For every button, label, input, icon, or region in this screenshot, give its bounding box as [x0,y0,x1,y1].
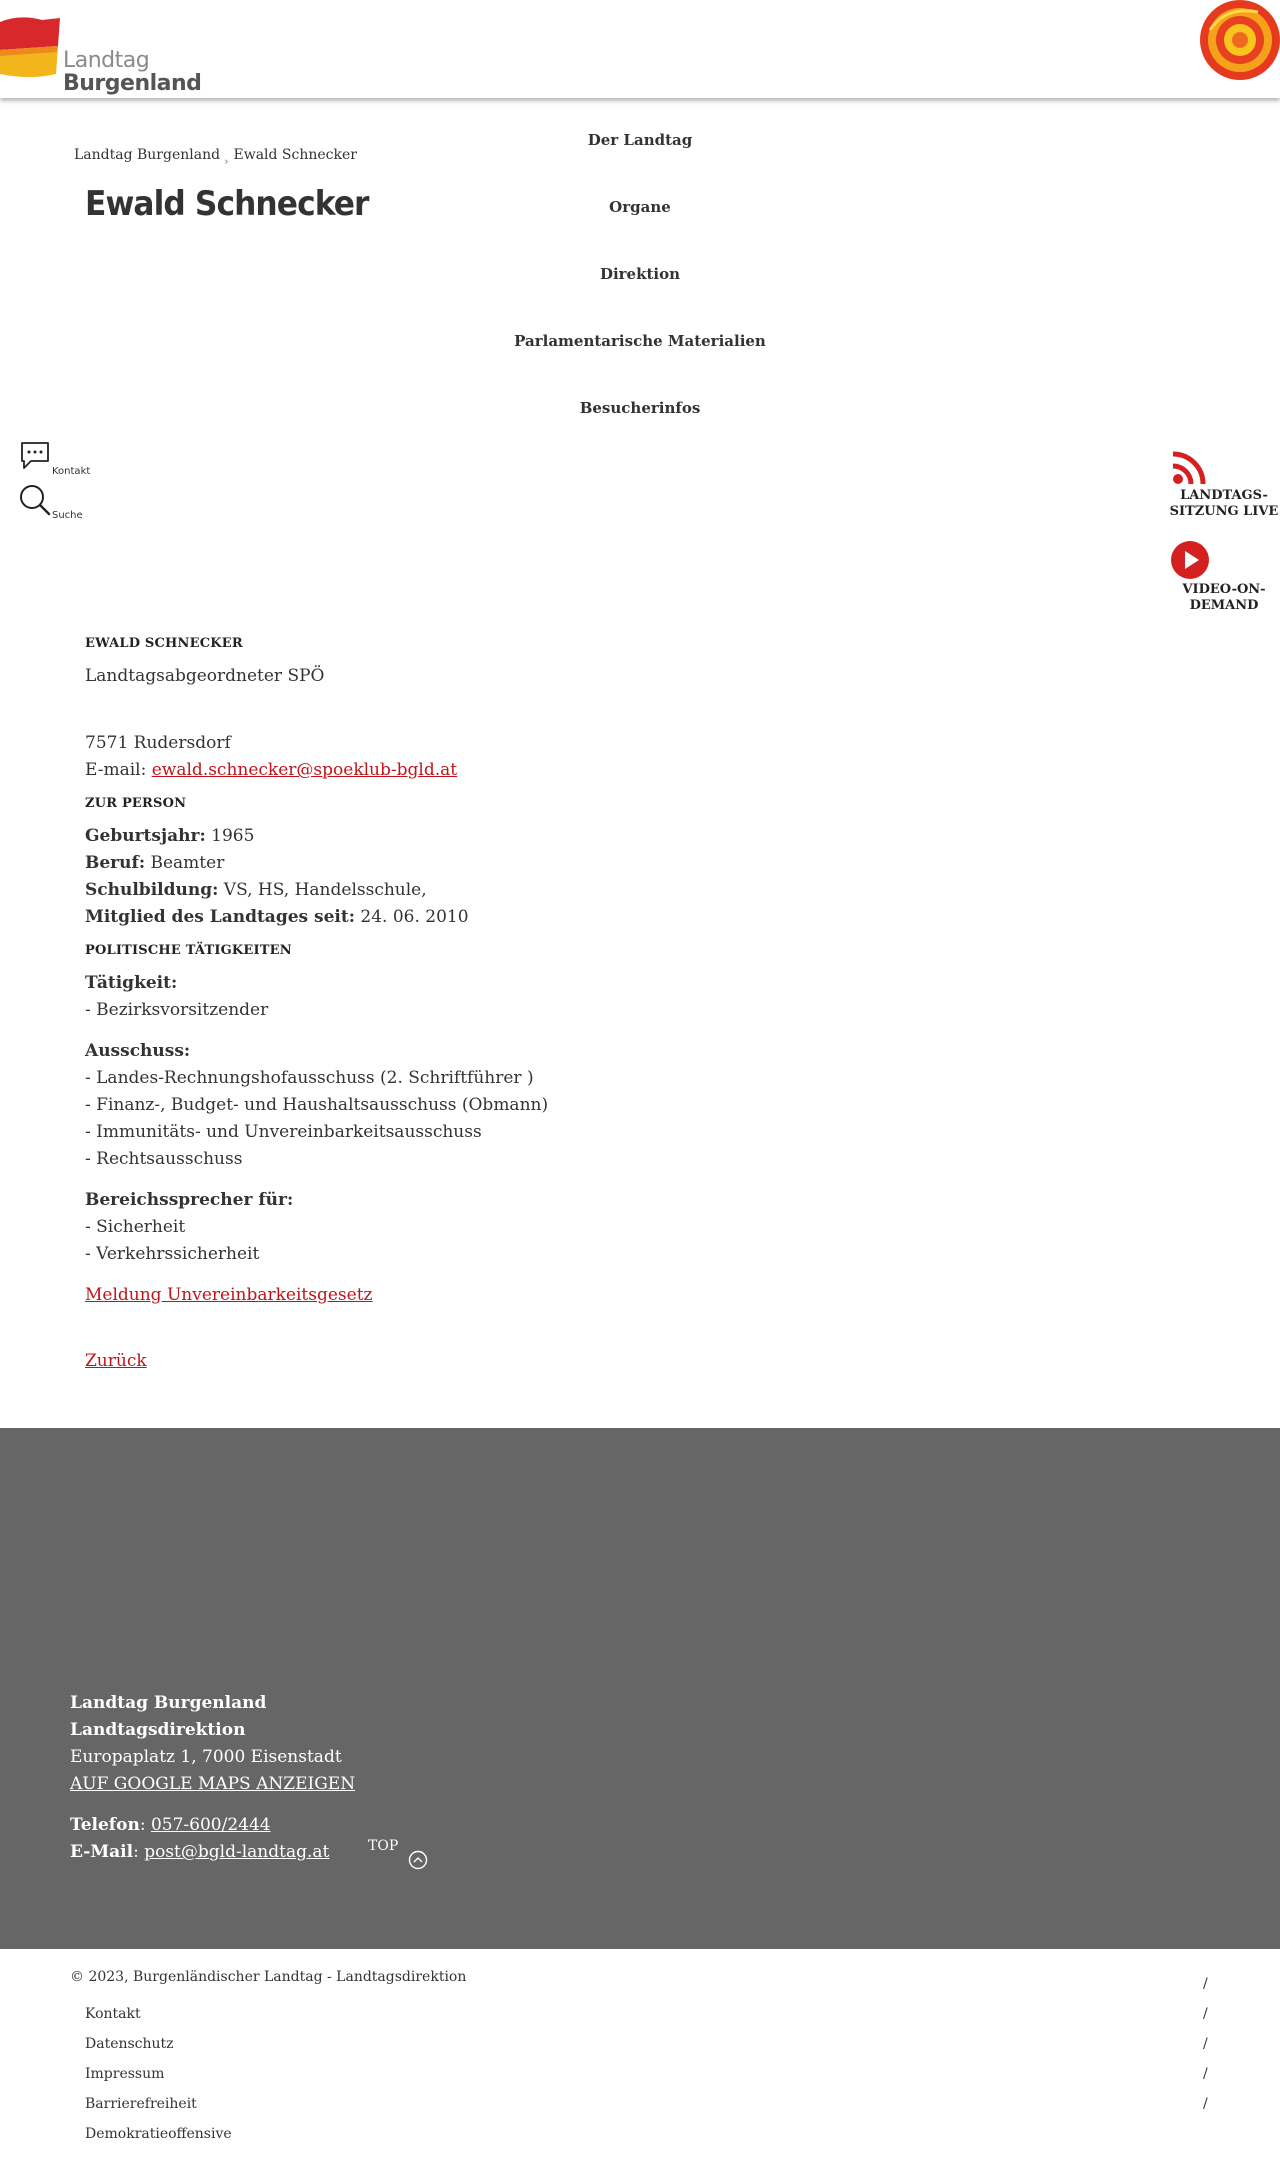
copyright: © 2023, Burgenländischer Landtag - Landtagsdirektion [70,1969,467,1985]
committee-label: Ausschuss: [85,1041,191,1061]
sun-logo-icon[interactable] [1196,0,1280,82]
nav-item-parlamentarische-materialien[interactable]: Parlamentarische Materialien [514,332,766,350]
nav-item-besucherinfos[interactable]: Besucherinfos [579,399,701,417]
birth-label: Geburtsjahr: [85,826,206,846]
bottom-link-barrierefreiheit[interactable]: Barrierefreiheit [85,2096,197,2112]
profile-name-heading: EWALD SCHNECKER [85,636,243,651]
phone-link[interactable]: 057-600/2444 [150,1815,271,1835]
logo-text-landtag: Landtag [63,48,150,73]
video-on-demand-link[interactable] [1168,540,1280,614]
committee-item: - Immunitäts- und Unvereinbarkeitsausschuss [85,1122,482,1142]
footer-address: Europaplatz 1, 7000 Eisenstadt [70,1747,342,1767]
landtag-logo[interactable] [0,14,202,96]
main-nav [440,128,840,463]
profile-email-row [85,757,885,784]
breadcrumb-home[interactable]: Landtag Burgenland [74,147,221,163]
live-session-line1: LANDTAGS- [1180,488,1268,503]
person-heading: ZUR PERSON [85,796,187,811]
committee-item: - Landes-Rechnungshofausschuss (2. Schriftführer ) [85,1068,534,1088]
rss-icon [1171,448,1211,486]
breadcrumb-separator: › [224,155,229,168]
google-maps-link[interactable]: AUF GOOGLE MAPS ANZEIGEN [70,1774,356,1794]
footer-org1: Landtag Burgenland [70,1693,267,1713]
job-label: Beruf: [85,853,146,873]
footer-phone-row [70,1812,355,1839]
school-label: Schulbildung: [85,880,219,900]
profile-content [85,630,885,1375]
vod-line1: VIDEO-ON- [1182,582,1266,597]
site-footer [0,1428,1280,1949]
link-separators [1203,1969,1208,2119]
politics-heading: POLITISCHE TÄTIGKEITEN [85,943,292,958]
spokes-item: - Sicherheit [85,1217,186,1237]
separator-slash: / [1203,2066,1208,2082]
breadcrumb [74,147,357,168]
bottom-bar [0,1949,1280,2161]
bottom-link-demokratieoffensive[interactable]: Demokratieoffensive [85,2126,232,2142]
top-label: TOP [368,1838,399,1854]
mail-label: E-Mail [70,1842,134,1862]
nav-item-direktion[interactable]: Direktion [599,265,681,283]
live-session-line2: SITZUNG LIVE [1169,504,1279,519]
play-icon [1170,540,1210,580]
footer-mail-row [70,1839,355,1866]
incompatibility-link[interactable]: Meldung Unvereinbarkeitsgesetz [85,1285,373,1305]
birth-value: 1965 [205,826,255,846]
separator-slash: / [1203,1976,1208,1992]
member-row [85,904,885,931]
separator-slash: / [1203,2006,1208,2022]
back-link[interactable]: Zurück [85,1351,147,1371]
logo-text-burgenland: Burgenland [63,71,202,96]
committee-item: - Rechtsausschuss [85,1149,243,1169]
nav-item-organe[interactable]: Organe [609,198,671,216]
contact-tool[interactable] [19,440,99,480]
member-label: Mitglied des Landtages seit: [85,907,355,927]
spokes-item: - Verkehrssicherheit [85,1244,260,1264]
bottom-link-kontakt[interactable]: Kontakt [85,2006,141,2022]
footer-contact-block [70,1690,355,1866]
school-row [85,877,885,904]
breadcrumb-current: Ewald Schnecker [233,147,357,163]
chat-icon [19,440,51,472]
chevron-up-icon [408,1850,428,1870]
site-header [0,0,1280,98]
profile-address: 7571 Rudersdorf [85,733,231,753]
back-to-top-button[interactable] [368,1838,398,1854]
page-title: Ewald Schnecker [85,184,369,224]
search-icon [19,484,51,516]
phone-colon: : [139,1815,151,1835]
activity-label: Tätigkeit: [85,973,178,993]
school-value: VS, HS, Handelsschule, [218,880,427,900]
email-link[interactable]: ewald.schnecker@spoeklub-bgld.at [151,760,458,780]
mail-link[interactable]: post@bgld-landtag.at [144,1842,330,1862]
spokes-label: Bereichssprecher für: [85,1190,294,1210]
live-session-link[interactable] [1168,448,1280,520]
bottom-link-impressum[interactable]: Impressum [85,2066,165,2082]
bottom-links [85,1999,232,2149]
nav-item-der-landtag[interactable]: Der Landtag [587,131,693,149]
member-value: 24. 06. 2010 [355,907,469,927]
contact-label: Kontakt [52,466,91,477]
bottom-link-datenschutz[interactable]: Datenschutz [85,2036,174,2052]
job-row [85,850,885,877]
phone-label: Telefon [70,1815,140,1835]
committee-item: - Finanz-, Budget- und Haushaltsausschuss (Obmann) [85,1095,549,1115]
email-label: E-mail: [85,760,152,780]
mail-colon: : [133,1842,145,1862]
birth-row [85,823,885,850]
search-tool[interactable] [19,484,99,524]
separator-slash: / [1203,2036,1208,2052]
flag-icon [0,16,60,78]
profile-role: Landtagsabgeordneter SPÖ [85,666,325,686]
footer-org2: Landtagsdirektion [70,1720,246,1740]
activity-item: - Bezirksvorsitzender [85,1000,269,1020]
job-value: Beamter [145,853,225,873]
separator-slash: / [1203,2096,1208,2112]
vod-line2: DEMAND [1189,598,1259,613]
search-label: Suche [52,510,83,521]
